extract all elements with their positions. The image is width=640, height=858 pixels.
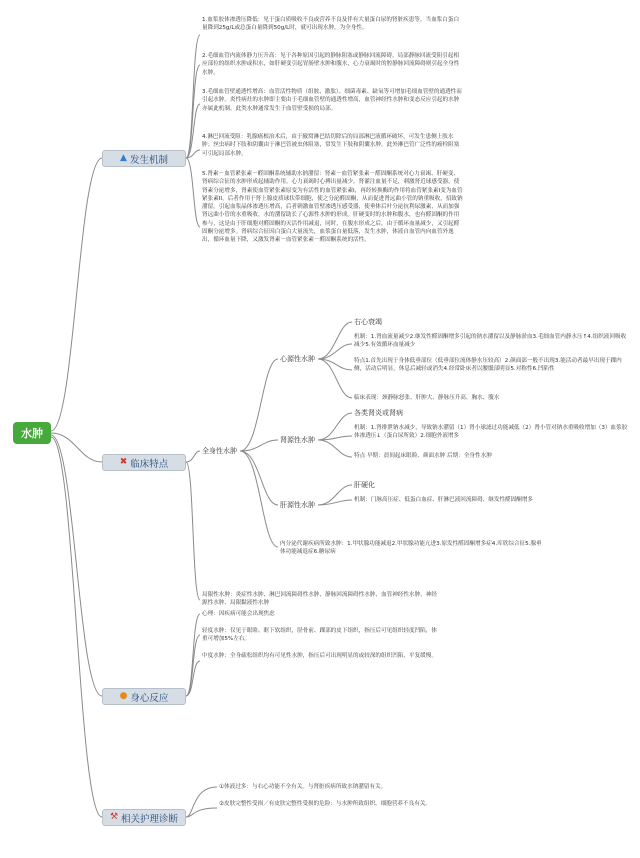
hepatic-edema-label: 肝源性水肿: [280, 501, 315, 509]
cardiac-mechanism: 机制：1.肾血流量减少2.继发性醛固酮增多引起的钠水潴留以及静脉淤血3.毛细血管内静水压↑4.组织液回吸收减少5.有效循环血量减少: [354, 334, 627, 349]
branch-nursing-label: 相关护理诊断: [121, 813, 179, 825]
x-mark-icon: ✖: [119, 457, 128, 467]
branch-mechanism[interactable]: [102, 150, 186, 167]
psych-item: 轻度水肿：仅见于眼睑、眶下软组织，胫骨前、踝部的皮下组织，指压后可见组织轻度凹陷，体重可增加5%左右。: [202, 628, 437, 643]
hepatic-mechanism: 机制：门脉高压症、低蛋白血症、肝淋巴液回流障碍、继发性醛固酮增多: [354, 497, 534, 503]
renal-edema-label: 肾源性水肿: [280, 436, 315, 444]
cardiac-signs: 临床表现：颈静脉怒张、肝肿大、静脉压升高、胸水、腹水: [354, 395, 500, 401]
branch-nursing[interactable]: [102, 809, 186, 826]
nursing-item: ①体液过多：与右心功能不全有关。与肾脏疾病所致水钠潴留有关。: [219, 784, 387, 790]
nursing-item: ②皮肤完整性受损／有皮肤完整性受损的危险：与水肿所致组织、细胞营养不良有关。: [219, 801, 431, 807]
renal-cause: 各类肾炎或肾病: [354, 409, 403, 417]
cardiac-features: 特点1.首先出现于身体低垂部位（低垂部位流体静水压较高）2.颜面部一般不出现3.能活动者最早出现于踝内侧，活动后明显，休息后减轻或消失4.经常卧床者以腰骶部明显5.对称性6.凹陷性: [354, 358, 622, 373]
renal-features: 特点 早期：晨间起床眼睑、颜面水肿 后期：全身性水肿: [354, 453, 492, 459]
hepatic-cause: 肝硬化: [354, 481, 375, 489]
link-mechanism-item: [186, 35, 200, 158]
renal-mechanism: 机制：1.肾排泄钠水减少，导致钠水潴留（1）肾小球滤过功能减低（2）肾小管对钠水重吸收增加（3）血浆胶体渗透压↓（蛋白尿所致）2.细胞外液增多: [354, 425, 628, 440]
cardiac-edema-label: 心源性水肿: [280, 355, 315, 363]
general-edema-label: 全身性水肿: [202, 447, 237, 455]
branch-clinical-label: 临床特点: [130, 458, 169, 470]
branch-clinical[interactable]: [102, 454, 186, 471]
orange-dot-icon: ●: [119, 691, 128, 701]
mechanism-item: 1.血浆胶体渗透压降低：见于蛋白质吸收不良或营养不良及伴有大量蛋白尿的肾脏疾患等。当血浆白蛋白量降到25g/L或总蛋白量降到50g/L时，就可出现水肿，为全身性。: [202, 17, 460, 32]
psych-item: 中度水肿：全身疏松组织均有可见性水肿，指压后可出现明显的或较深的组织凹陷，平复缓慢。: [202, 653, 437, 659]
mechanism-item: 3.毛细血管壁通透性增高：血管活性物质（组胺、激肽）、细菌毒素、缺氧等可增加毛细血管壁的通透性而引起水肿。炎性病灶的水肿即主要由于毛细血管壁的通透性增高，血管神经性水肿和变态反应引起的水肿亦属此机制。此类水肿通常发生于血管壁受损的局部。: [202, 89, 462, 112]
droplet-icon: ▲: [120, 153, 127, 163]
tools-icon: ⚒: [109, 812, 119, 822]
mechanism-item: 4.淋巴回流受阻：乳腺癌根治术后，由于腋窝淋巴结切除后的局部淋巴液循环破坏，可发生患侧上肢水肿；丝虫病时下肢和阴囊由于淋巴管被虫体阻塞，常发生下肢和阴囊水肿。此外淋巴管广泛性的癌栓阻塞可引起局部水肿。: [202, 134, 460, 157]
mechanism-item: 5.肾素－血管紧张素－醛固酮系统辅助水钠潴留：肾素－血管紧张素－醛固酮系统对心力衰竭、肝硬变、肾病综合征的水肿形成起辅助作用。心力衰竭时心搏出量减少，肾灌注血量不足，刺激肾近球感受器，使肾素分泌增多，肾素使血管紧张素原变为有活性的血管紧张素I，再经转换酶的作用将血管紧张素I变为血管紧张素II，后者作用于肾上腺皮质球状带细胞，使之分泌醛固酮，从而促进肾远曲小管的钠重吸收，招致钠潴留。引起血浆晶体渗透压增高，后者刺激血管壁渗透压感受器，使垂体后叶分泌抗利尿激素，从而加强肾远曲小管的水重吸收。水的潴留助长了心源性水肿的形成。肝硬变时的水肿和腹水，也有醛固酮的作用参与，这是由于肝细胞对醛固酮的灭活作用减退，同时，在腹水形成之后，由于循环血量减少，又引起醛固酮分泌增多。肾病综合征因白蛋白大量流失，血浆蛋白量低落，发生水肿，体液自血管内向血管外逸出，循环血量下降，又激发肾素－血管紧张素－醛固酮系统的活性。: [202, 171, 463, 244]
link-root-nursing: [51, 437, 102, 817]
endocrine-edema: 内分泌代谢疾病所致水肿：1.甲状腺功能减退2.甲状腺功能亢进3.原发性醛固酮增多症4.库欣综合征5.腺垂体功能减退症6.糖尿病: [280, 541, 542, 556]
cardiac-cause: 右心衰竭: [354, 318, 382, 326]
root-label: 水肿: [21, 427, 43, 440]
link-root-psych: [51, 435, 102, 696]
branch-psych[interactable]: [102, 688, 186, 705]
root-node[interactable]: [13, 422, 51, 444]
link-root-clinical: [51, 433, 102, 462]
local-edema: 局限性水肿：炎症性水肿、淋巴回流障碍性水肿、静脉回流障碍性水肿、血管神经性水肿、神经源性水肿、局限黏液性水肿: [202, 592, 437, 607]
psych-item: 心理：因疾病可能会出现焦虑: [202, 611, 275, 617]
link-root-mechanism: [51, 158, 102, 431]
mechanism-item: 2.毛细血管内流体静力压升高：见于各种原因引起的静脉阻塞或静脉回流障碍。局部静脉回流受阻引起相应部位的组织水肿或积水，如肝硬变引起胃肠壁水肿和腹水，心力衰竭时的腔静脉回流障碍则引起全身性水肿。: [202, 53, 460, 76]
branch-mechanism-label: 发生机制: [129, 154, 168, 166]
branch-psych-label: 身心反应: [130, 692, 169, 704]
